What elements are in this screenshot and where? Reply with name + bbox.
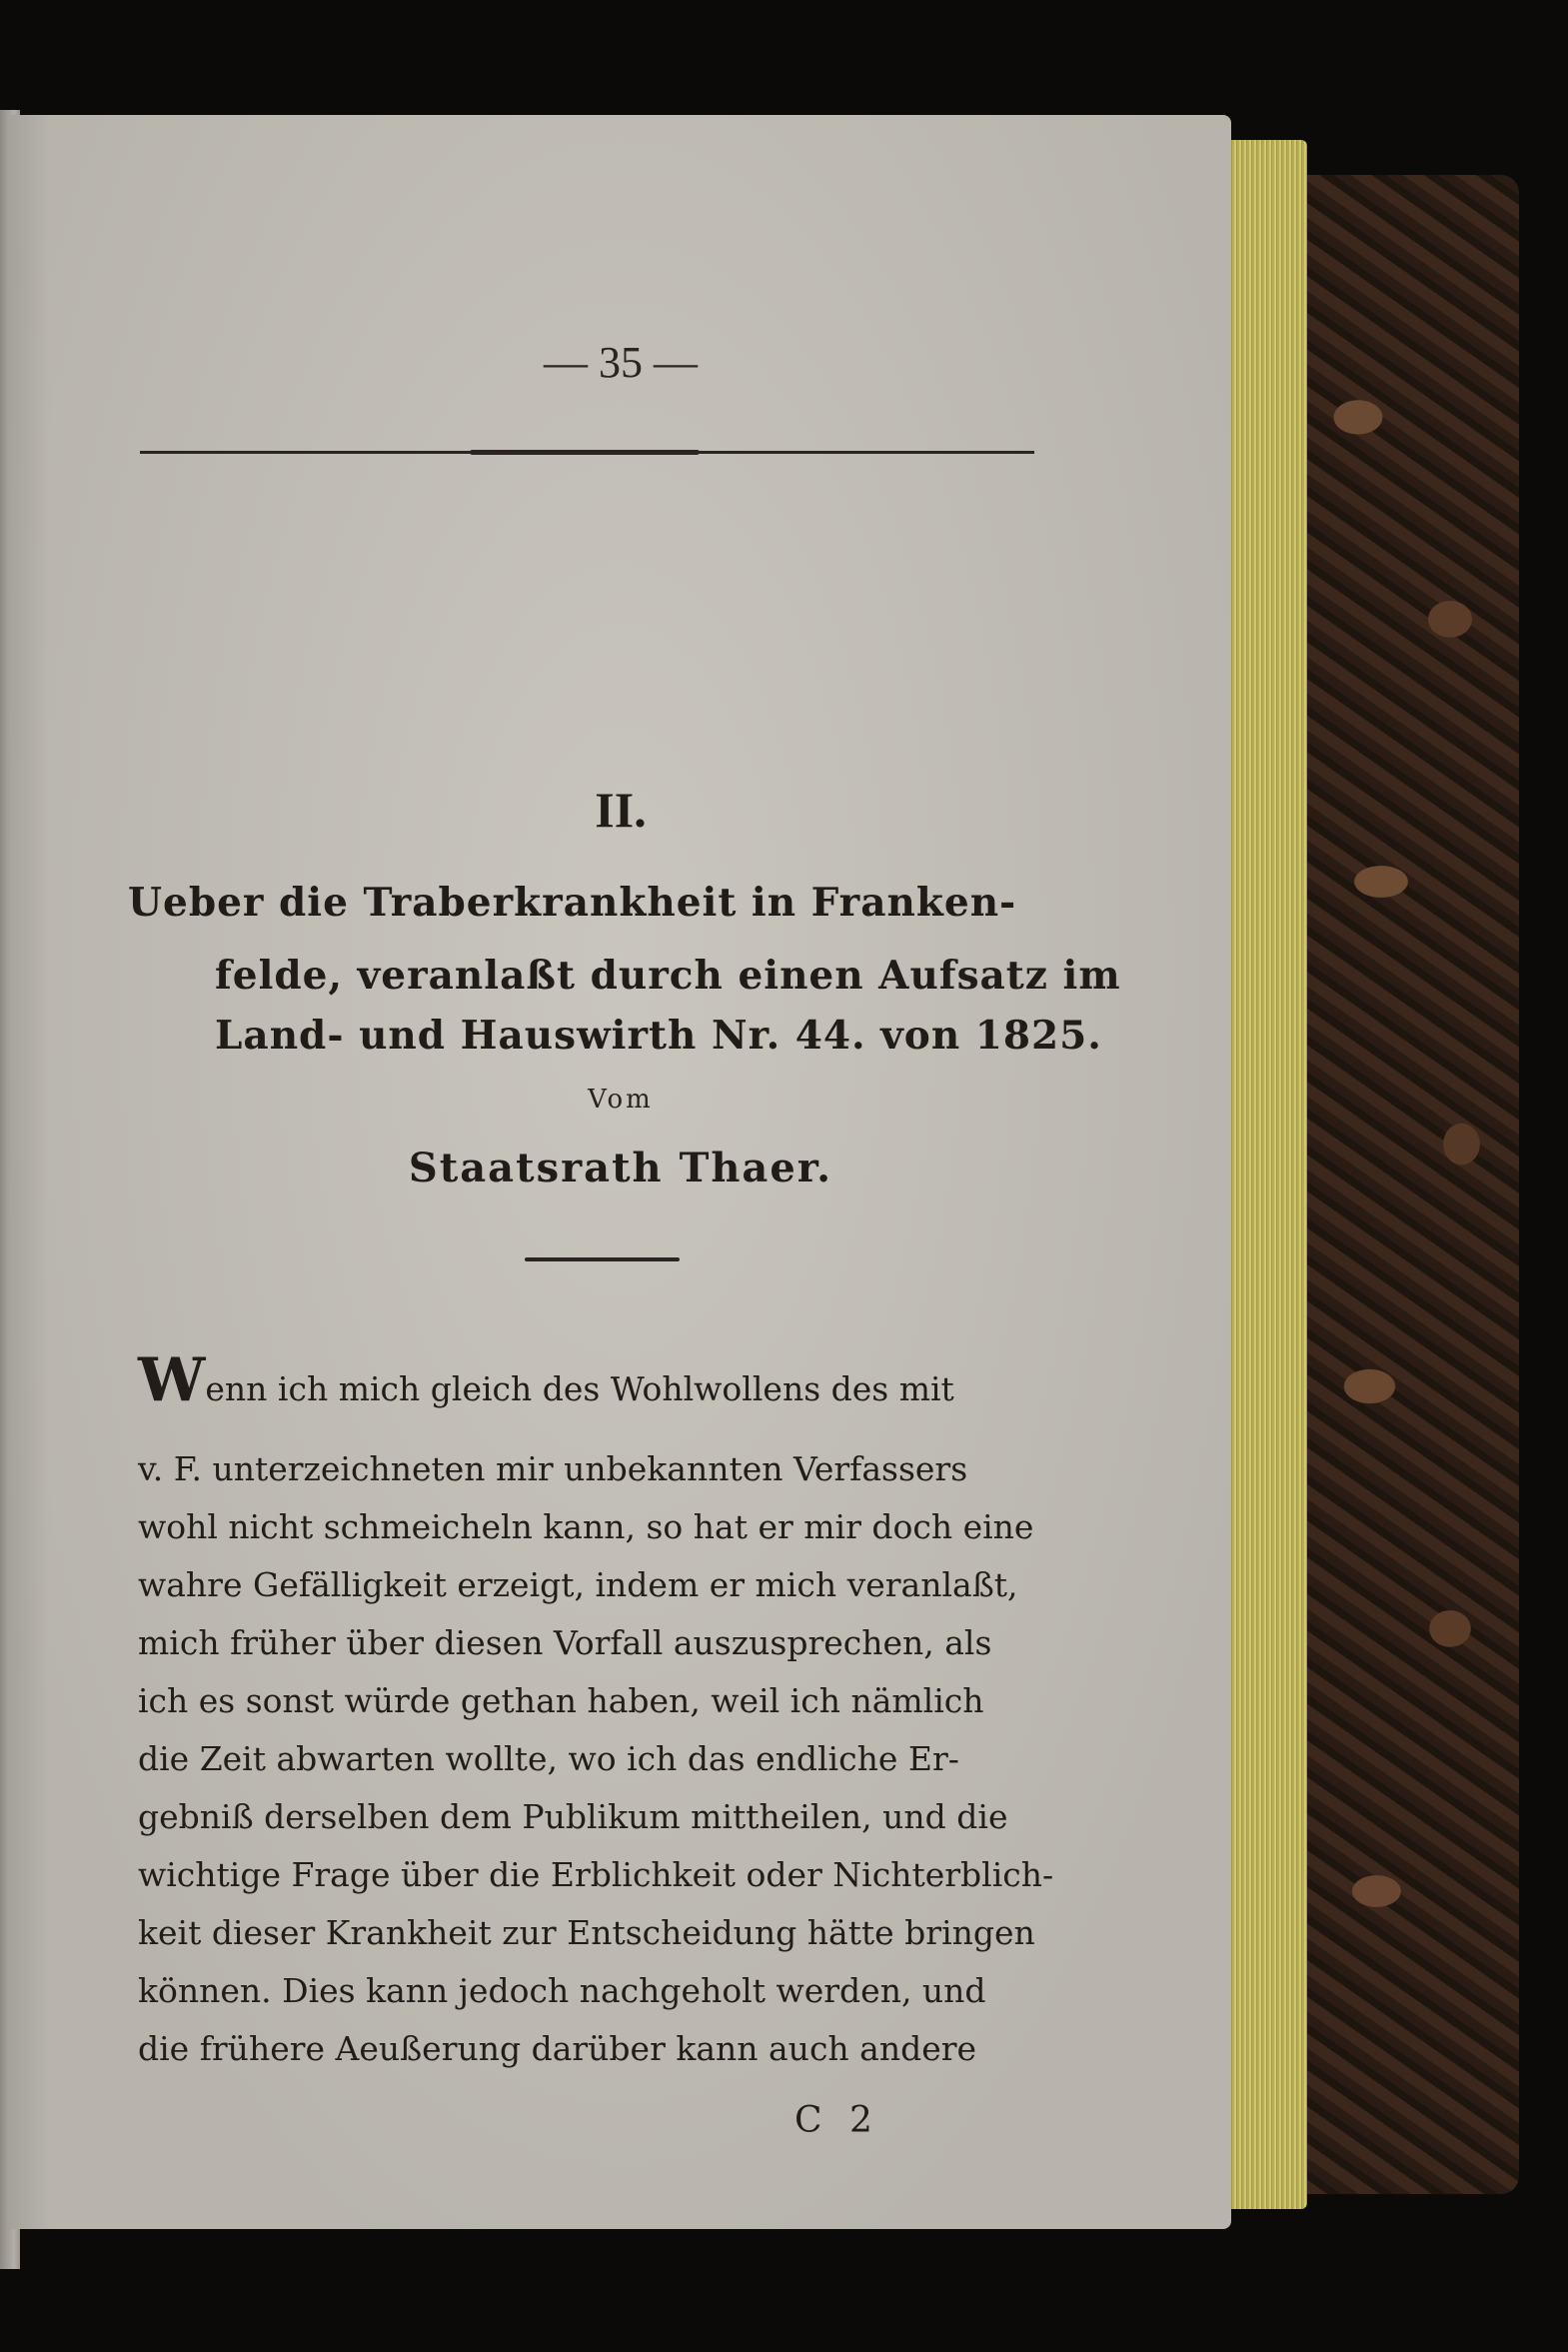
body-line-1: [138, 1345, 954, 1415]
page-number: — 35 —: [544, 338, 698, 387]
body-line-12: die frühere Aeußerung darüber kann auch andere: [138, 2029, 977, 2068]
body-line-5: mich früher über diesen Vorfall auszusprechen, als: [138, 1623, 992, 1662]
body-line-6: ich es sonst würde gethan haben, weil ich nämlich: [138, 1681, 984, 1720]
section-rule: [525, 1257, 680, 1261]
body-line-1-text: enn ich mich gleich des Wohlwollens des mit: [205, 1369, 954, 1408]
body-line-8: gebniß derselben dem Publikum mittheilen, und die: [138, 1797, 1008, 1836]
body-line-2: v. F. unterzeichneten mir unbekannten Verfassers: [138, 1449, 968, 1488]
body-line-9: wichtige Frage über die Erblichkeit oder Nichterblich-: [138, 1855, 1054, 1894]
body-line-10: keit dieser Krankheit zur Entscheidung hätte bringen: [138, 1913, 1035, 1952]
author: Staatsrath Thaer.: [408, 1145, 833, 1191]
marbled-cover: [1289, 175, 1519, 2194]
section-numeral: II.: [595, 782, 647, 838]
body-line-4: wahre Gefälligkeit erzeigt, indem er mich veranlaßt,: [138, 1565, 1018, 1604]
byline: Vom: [588, 1085, 654, 1115]
page-block-edge: [1227, 140, 1307, 2209]
title-line-2: felde, veranlaßt durch einen Aufsatz im: [215, 953, 1121, 999]
title-line-1: Ueber die Traberkrankheit in Franken-: [128, 880, 1017, 926]
signature-mark: C 2: [794, 2100, 880, 2141]
drop-cap: W: [138, 1345, 206, 1415]
body-line-11: können. Dies kann jedoch nachgeholt werden, und: [138, 1971, 986, 2010]
header-rule: [140, 451, 1034, 454]
title-line-3: Land- und Hauswirth Nr. 44. von 1825.: [215, 1013, 1102, 1059]
body-line-7: die Zeit abwarten wollte, wo ich das endliche Er-: [138, 1739, 959, 1778]
body-line-3: wohl nicht schmeicheln kann, so hat er mir doch eine: [138, 1507, 1034, 1546]
book-page: [10, 115, 1231, 2229]
